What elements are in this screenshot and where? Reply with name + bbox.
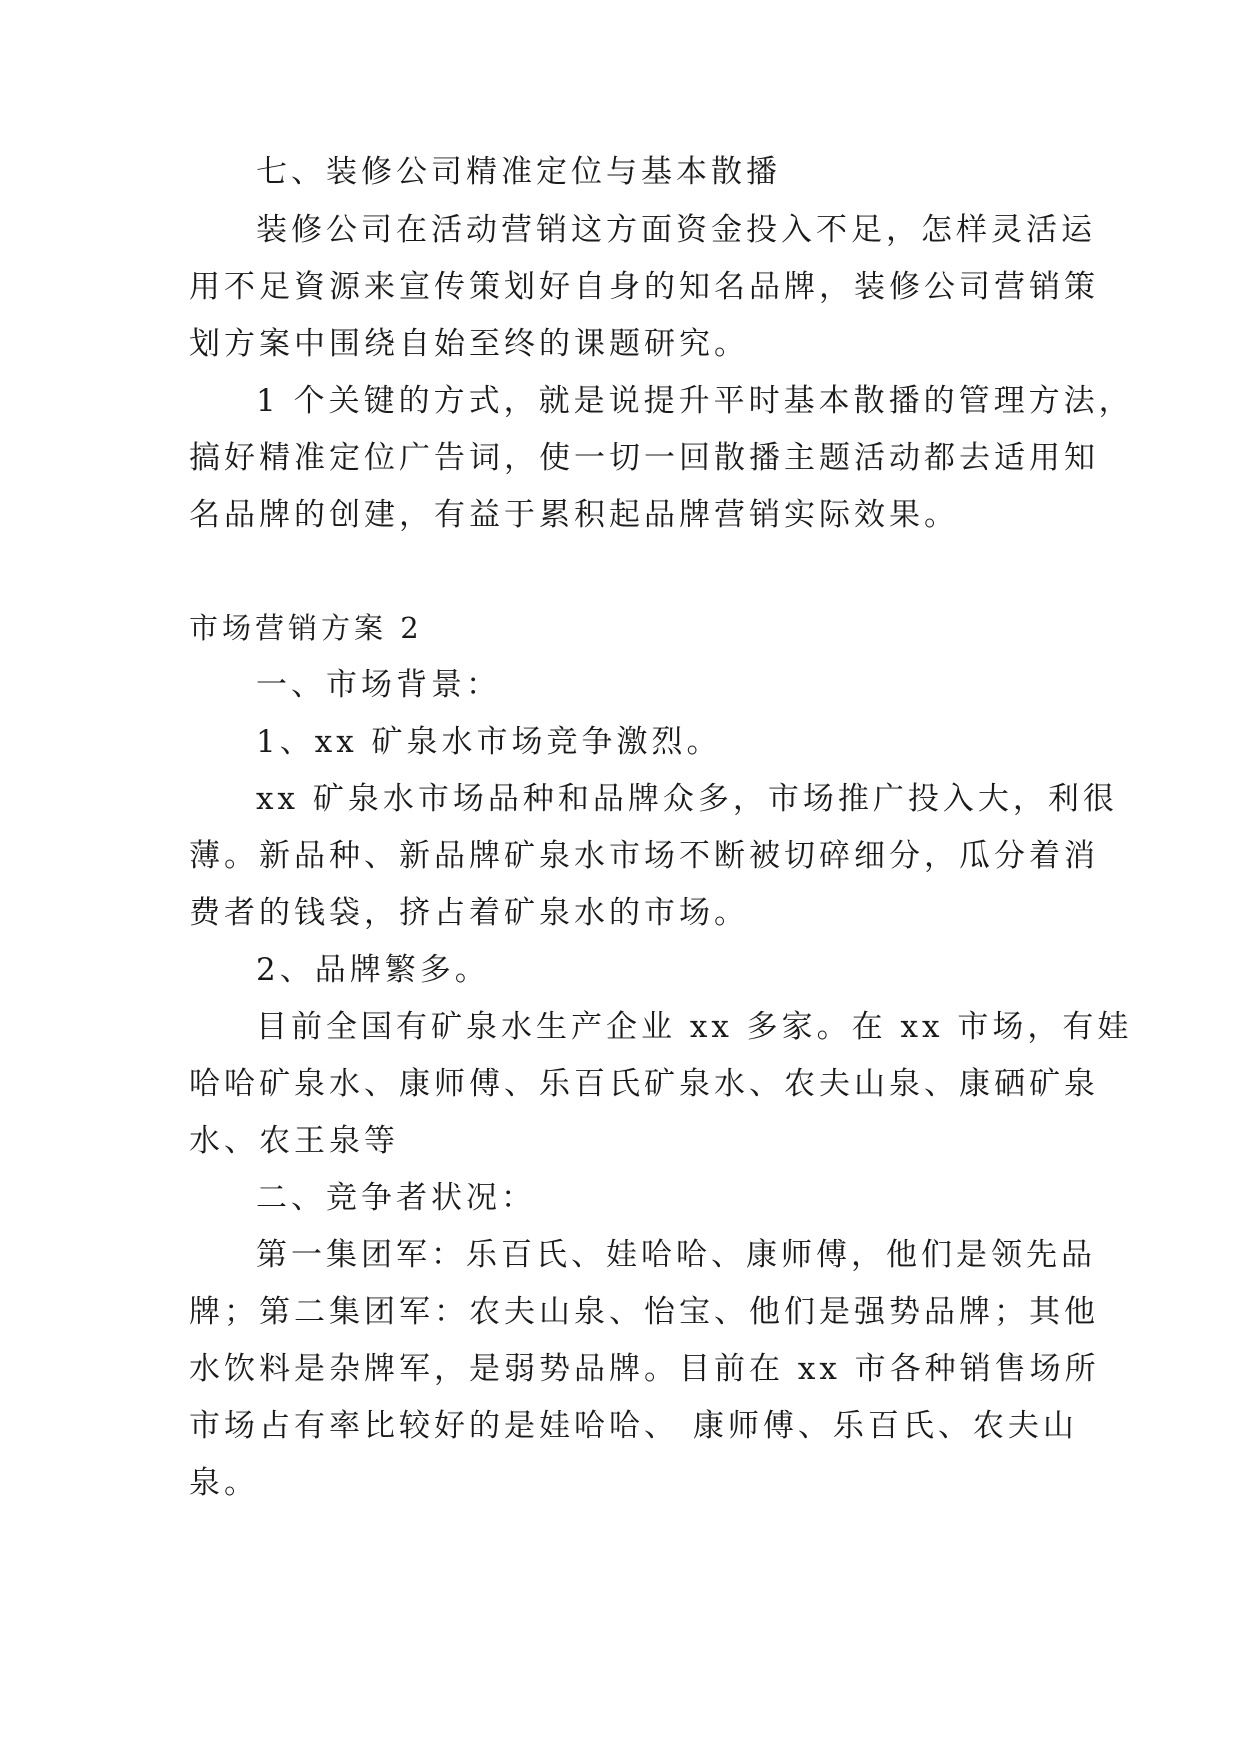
paragraph-line: 费者的钱袋，挤占着矿泉水的市场。 xyxy=(189,895,749,931)
paragraph-line: 搞好精准定位广告词，使一切一回散播主题活动都去适用知 xyxy=(189,440,1099,476)
paragraph-line: 哈哈矿泉水、康师傅、乐百氏矿泉水、农夫山泉、康硒矿泉 xyxy=(189,1066,1099,1102)
paragraph-line: 第一集团军：乐百氏、娃哈哈、康师傅，他们是领先品 xyxy=(256,1237,1096,1273)
paragraph-line: 目前全国有矿泉水生产企业 xx 多家。在 xx 市场，有娃 xyxy=(256,1009,1133,1045)
document-title: 市场营销方案 2 xyxy=(189,611,423,645)
paragraph-line: 装修公司在活动营销这方面资金投入不足，怎样灵活运 xyxy=(256,212,1096,248)
paragraph-line: 市场占有率比较好的是娃哈哈、 康师傅、乐百氏、农夫山 xyxy=(189,1408,1078,1444)
subsection-heading: 2、品牌繁多。 xyxy=(256,952,490,988)
paragraph-line: 水饮料是杂牌军，是弱势品牌。目前在 xx 市各种销售场所 xyxy=(189,1351,1100,1387)
paragraph-line: 划方案中围绕自始至终的课题研究。 xyxy=(189,326,749,362)
paragraph-line: 用不足資源来宣传策划好自身的知名品牌，装修公司营销策 xyxy=(189,269,1099,305)
paragraph-line: 牌；第二集团军：农夫山泉、怡宝、他们是强势品牌；其他 xyxy=(189,1294,1099,1330)
paragraph-line: xx 矿泉水市场品种和品牌众多，市场推广投入大，利很 xyxy=(256,781,1118,817)
section-heading: 二、竞争者状况： xyxy=(256,1180,536,1216)
paragraph-line: 泉。 xyxy=(189,1465,259,1501)
section-heading: 七、装修公司精准定位与基本散播 xyxy=(256,154,781,190)
subsection-heading: 1、xx 矿泉水市场竞争激烈。 xyxy=(256,724,722,760)
paragraph-line: 名品牌的创建，有益于累积起品牌营销实际效果。 xyxy=(189,497,959,533)
paragraph-line: 水、农王泉等 xyxy=(189,1123,399,1159)
section-heading: 一、市场背景： xyxy=(256,667,501,703)
paragraph-line: 薄。新品种、新品牌矿泉水市场不断被切碎细分，瓜分着消 xyxy=(189,838,1099,874)
paragraph-line: 1 个关键的方式，就是说提升平时基本散播的管理方法， xyxy=(256,383,1134,419)
